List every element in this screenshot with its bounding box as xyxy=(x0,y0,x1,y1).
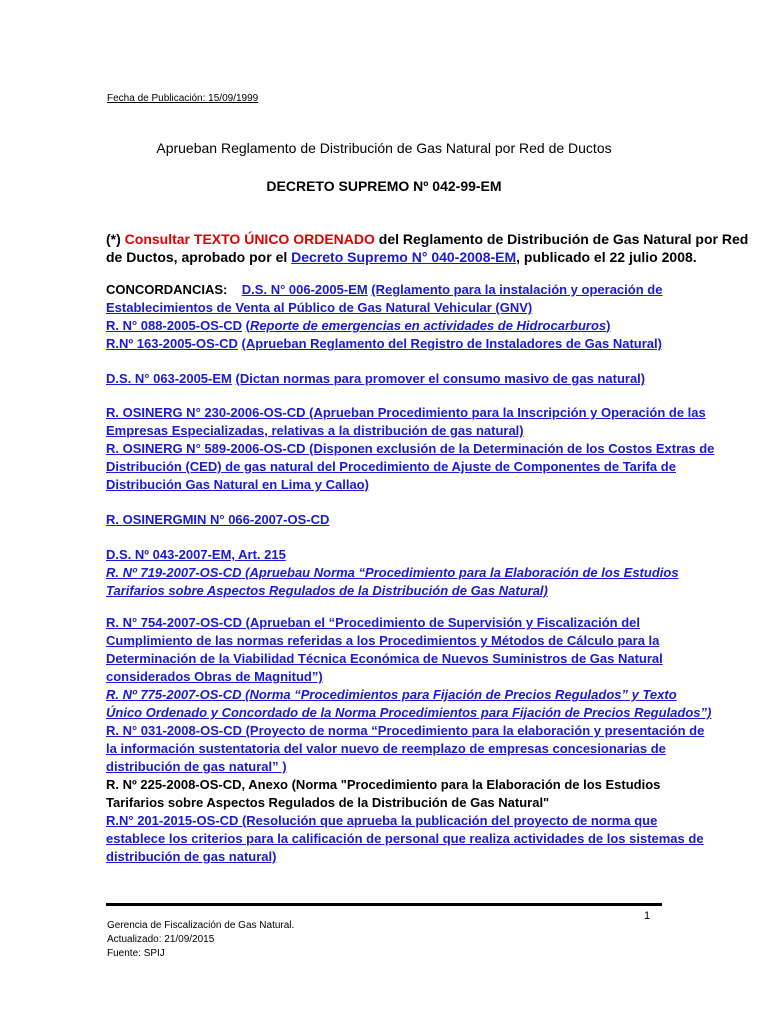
concordancia-link-10a[interactable]: R. N° 754-2007-OS-CD (Aprueban el “Procedimiento de Supervisión y Fiscalización del xyxy=(106,615,641,630)
decree-link[interactable]: Decreto Supremo N° 040-2008-EM xyxy=(291,249,517,265)
decree-number: DECRETO SUPREMO Nº 042-99-EM xyxy=(266,178,502,194)
note-line2: de Ductos, aprobado por el xyxy=(106,249,288,265)
concordancia-link-12c[interactable]: distribución de gas natural” ) xyxy=(106,759,287,774)
page-number: 1 xyxy=(644,910,651,922)
footer xyxy=(107,919,294,961)
consult-text: Consultar TEXTO ÚNICO ORDENADO xyxy=(124,231,375,247)
concordancia-link-10b[interactable]: Cumplimiento de las normas referidas a los Procedimientos y Métodos de Cálculo para la xyxy=(106,633,660,648)
document-title: Aprueban Reglamento de Distribución de Gas Natural por Red de Ductos xyxy=(156,140,612,156)
concordancias-group-3 xyxy=(106,404,715,494)
concordancia-desc-4[interactable]: (Dictan normas para promover el consumo masivo de gas natural) xyxy=(235,371,646,386)
concordancia-link-3[interactable]: R.Nº 163-2005-OS-CD xyxy=(106,336,238,351)
concordancia-desc-1b[interactable]: Establecimientos de Venta al Público de Gas Natural Vehicular (GNV) xyxy=(106,300,533,315)
consult-note xyxy=(106,230,749,266)
concordancias-group-1: CONCORDANCIAS: D.S. N° 006-2005-EM (Reglamento para la instalación y operación de Establecimientos de Venta al Público de Gas Natural Vehicular (GNV) R. N° 088-2005-OS-CD (Reporte de emergencias en actividades de Hidrocarburos) R.Nº 163-2005-OS-CD (Aprueban Reglamento del Registro de Instaladores de Gas Natural) xyxy=(106,281,666,353)
concordancia-link-7[interactable]: R. OSINERGMIN N° 066-2007-OS-CD xyxy=(106,512,330,527)
concordancia-link-6c[interactable]: Distribución Gas Natural en Lima y Callao) xyxy=(106,477,369,492)
concordancia-link-1[interactable]: D.S. N° 006-2005-EM xyxy=(241,282,368,297)
note-line1: del Reglamento de Distribución de Gas Natural por Red xyxy=(378,231,749,247)
concordancia-link-5b[interactable]: Empresas Especializadas, relativas a la distribución de gas natural) xyxy=(106,423,524,438)
concordancia-link-10c[interactable]: Determinación de la Viabilidad Técnica Económica de Nuevos Suministros de Gas Natural xyxy=(106,651,663,666)
footer-line-2: Actualizado: 21/09/2015 xyxy=(107,934,215,945)
concordancia-link-2[interactable]: R. N° 088-2005-OS-CD xyxy=(106,318,242,333)
concordancia-link-12a[interactable]: R. N° 031-2008-OS-CD (Proyecto de norma “Procedimiento para la elaboración y presentación de xyxy=(106,723,705,738)
concordancias-group-5 xyxy=(106,546,679,600)
concordancia-text-13a: R. Nº 225-2008-OS-CD, Anexo (Norma "Procedimiento para la Elaboración de los Estudios xyxy=(106,777,661,792)
concordancia-link-5a[interactable]: R. OSINERG N° 230-2006-OS-CD (Aprueban Procedimiento para la Inscripción y Operación de las xyxy=(106,405,706,420)
concordancia-link-11b[interactable]: Único Ordenado y Concordado de la Norma Procedimientos para Fijación de Precios Regulados”) xyxy=(106,705,712,720)
concordancia-link-14a[interactable]: R.N° 201-2015-OS-CD (Resolución que aprueba la publicación del proyecto de norma que xyxy=(106,813,658,828)
concordancia-desc-2[interactable]: Reporte de emergencias en actividades de Hidrocarburos xyxy=(249,318,607,333)
note-line2-end: , publicado el 22 julio 2008. xyxy=(516,249,697,265)
concordancia-link-9a[interactable]: R. Nº 719-2007-OS-CD (Apruebau Norma “Procedimiento para la Elaboración de los Estudios xyxy=(106,565,679,580)
concordancia-link-14b[interactable]: establece los criterios para la calificación de personal que realiza actividades de los sistemas de xyxy=(106,831,704,846)
footer-line-1: Gerencia de Fiscalización de Gas Natural. xyxy=(107,920,295,931)
concordancia-text-13b: Tarifarios sobre Aspectos Regulados de la Distribución de Gas Natural" xyxy=(106,795,550,810)
concordancia-link-9b[interactable]: Tarifarios sobre Aspectos Regulados de la Distribución de Gas Natural) xyxy=(106,583,548,598)
concordancia-link-14c[interactable]: distribución de gas natural) xyxy=(106,849,277,864)
concordancia-link-6b[interactable]: Distribución (CED) de gas natural del Procedimiento de Ajuste de Componentes de Tarifa de xyxy=(106,459,676,474)
footer-line-3: Fuente: SPIJ xyxy=(107,948,165,959)
concordancias-label: CONCORDANCIAS: xyxy=(106,282,228,297)
concordancia-desc-1[interactable]: (Reglamento para la instalación y operación de xyxy=(371,282,663,297)
concordancia-link-11a[interactable]: R. Nº 775-2007-OS-CD (Norma “Procedimientos para Fijación de Precios Regulados” y Texto xyxy=(106,687,677,702)
concordancia-desc-3[interactable]: (Aprueban Reglamento del Registro de Instaladores de Gas Natural) xyxy=(241,336,662,351)
concordancia-link-12b[interactable]: la información sustentatoria del valor nuevo de reemplazo de empresas concesionarias de xyxy=(106,741,666,756)
publication-date: Fecha de Publicación: 15/09/1999 xyxy=(107,93,259,104)
concordancia-link-6a[interactable]: R. OSINERG N° 589-2006-OS-CD (Disponen exclusión de la Determinación de los Costos Extras de xyxy=(106,441,715,456)
concordancia-link-4[interactable]: D.S. N° 063-2005-EM xyxy=(106,371,232,386)
concordancias-group-4 xyxy=(106,511,666,529)
note-marker: (*) xyxy=(106,231,121,247)
concordancias-group-2 xyxy=(106,370,666,388)
footer-divider xyxy=(106,903,662,906)
concordancia-link-8[interactable]: D.S. Nº 043-2007-EM, Art. 215 xyxy=(106,547,286,562)
concordancias-group-6 xyxy=(106,614,712,866)
concordancia-link-10d[interactable]: considerados Obras de Magnitud”) xyxy=(106,669,323,684)
